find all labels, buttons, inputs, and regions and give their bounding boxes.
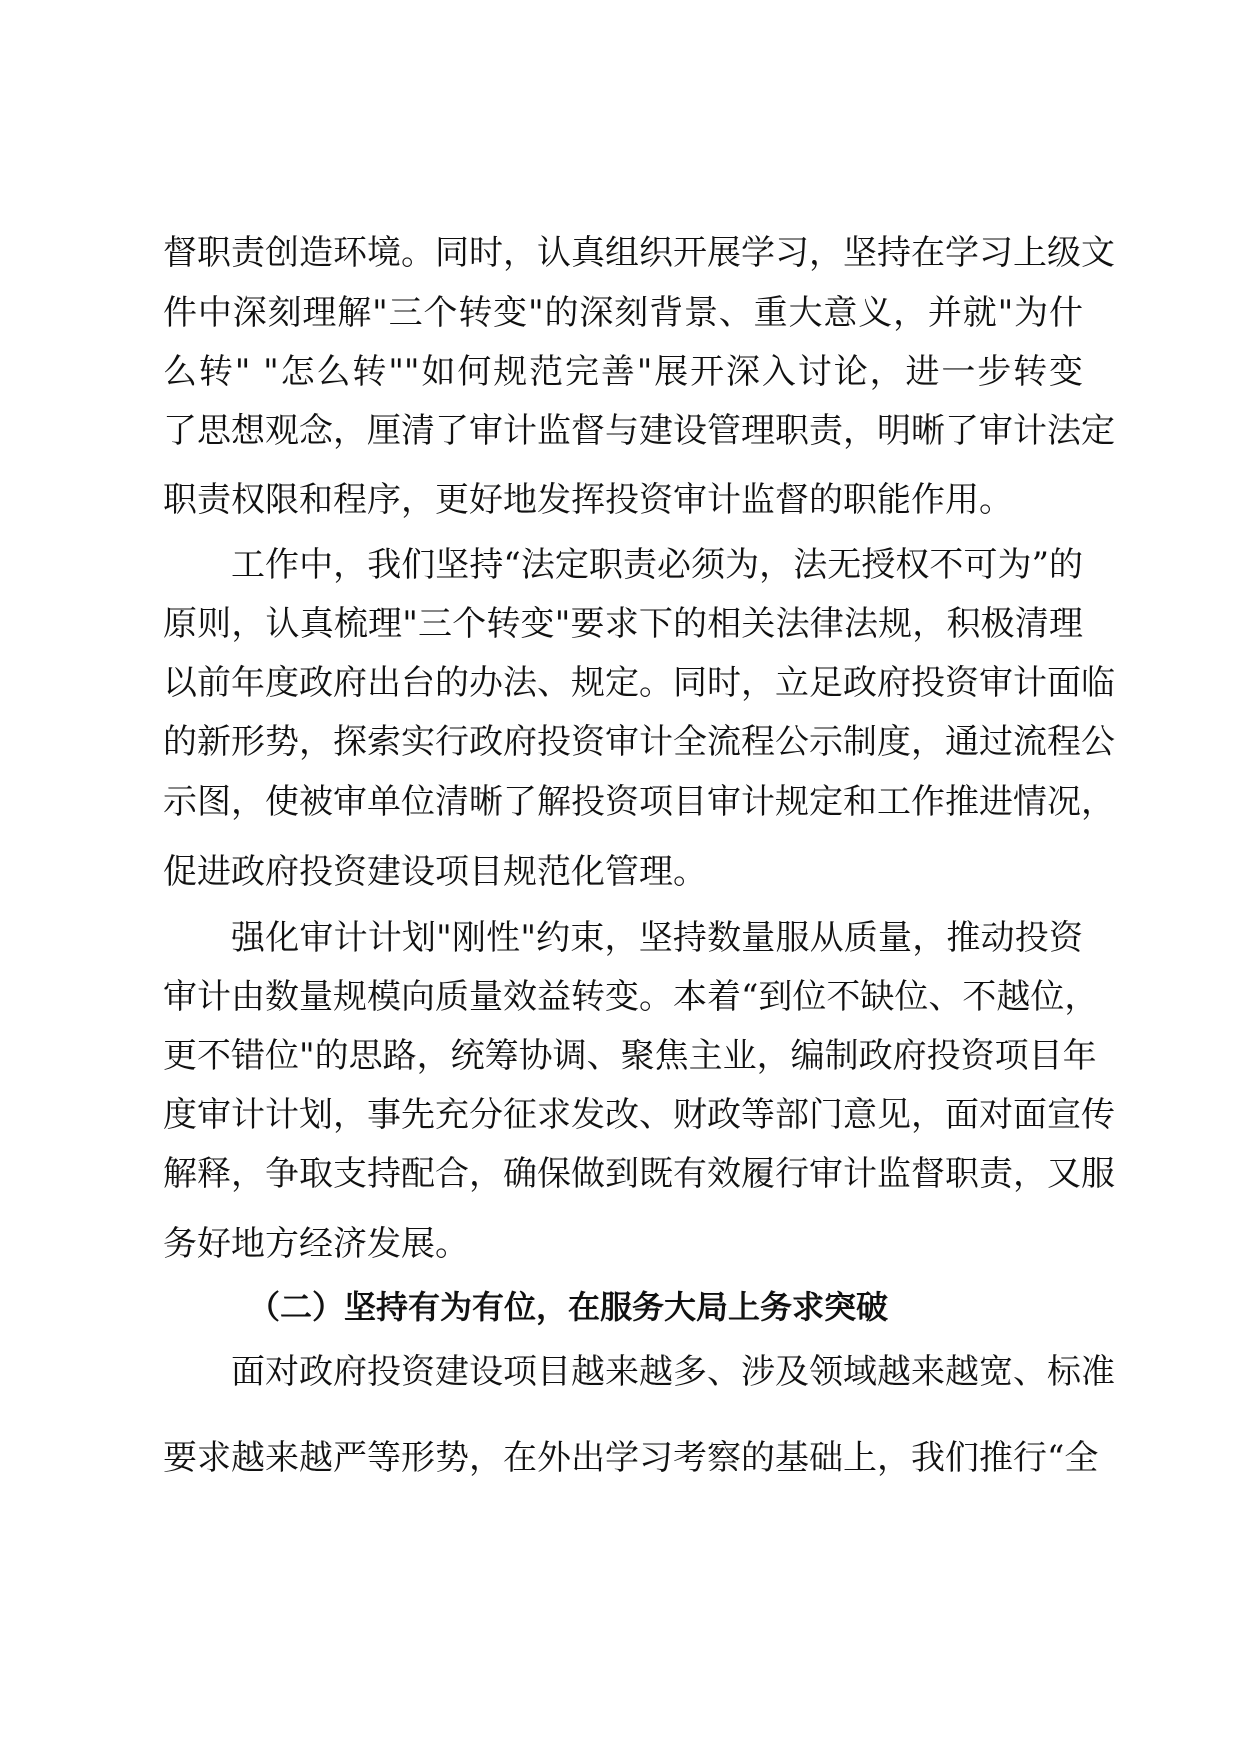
paragraph-2-line-2: 原则，认真梳理"三个转变"要求下的相关法律法规，积极清理 (163, 604, 1083, 644)
paragraph-3-line-6: 务好地方经济发展。 (163, 1224, 469, 1264)
paragraph-3-line-4: 度审计计划，事先充分征求发改、财政等部门意见，面对面宣传 (163, 1095, 1115, 1135)
paragraph-1-line-5: 职责权限和程序，更好地发挥投资审计监督的职能作用。 (163, 480, 1013, 520)
paragraph-4-line-2: 要求越来越严等形势，在外出学习考察的基础上，我们推行“全 (163, 1438, 1099, 1478)
paragraph-1-line-1: 督职责创造环境。同时，认真组织开展学习，坚持在学习上级文 (163, 233, 1115, 273)
paragraph-1-line-2: 件中深刻理解"三个转变"的深刻背景、重大意义，并就"为什 (163, 293, 1083, 333)
paragraph-1-line-4: 了思想观念，厘清了审计监督与建设管理职责，明晰了审计法定 (163, 411, 1115, 451)
paragraph-3-line-2: 审计由数量规模向质量效益转变。本着“到位不缺位、不越位， (163, 977, 1099, 1017)
paragraph-1-line-3: 么转" "怎么转""如何规范完善"展开深入讨论，进一步转变 (163, 352, 1083, 392)
section-heading: （二）坚持有为有位，在服务大局上务求突破 (248, 1288, 889, 1326)
paragraph-2-line-1: 工作中，我们坚持“法定职责必须为，法无授权不可为”的 (231, 545, 1083, 585)
paragraph-2-line-4: 的新形势，探索实行政府投资审计全流程公示制度，通过流程公 (163, 722, 1115, 762)
paragraph-2-line-6: 促进政府投资建设项目规范化管理。 (163, 852, 707, 892)
paragraph-2-line-3: 以前年度政府出台的办法、规定。同时，立足政府投资审计面临 (163, 663, 1115, 703)
paragraph-3-line-5: 解释，争取支持配合，确保做到既有效履行审计监督职责，又服 (163, 1154, 1115, 1194)
paragraph-2-line-5: 示图，使被审单位清晰了解投资项目审计规定和工作推进情况， (163, 782, 1115, 822)
paragraph-3-line-3: 更不错位"的思路，统筹协调、聚焦主业，编制政府投资项目年 (163, 1036, 1097, 1076)
paragraph-3-line-1: 强化审计计划"刚性"约束，坚持数量服从质量，推动投资 (231, 918, 1083, 958)
paragraph-4-line-1: 面对政府投资建设项目越来越多、涉及领域越来越宽、标准 (231, 1352, 1115, 1392)
